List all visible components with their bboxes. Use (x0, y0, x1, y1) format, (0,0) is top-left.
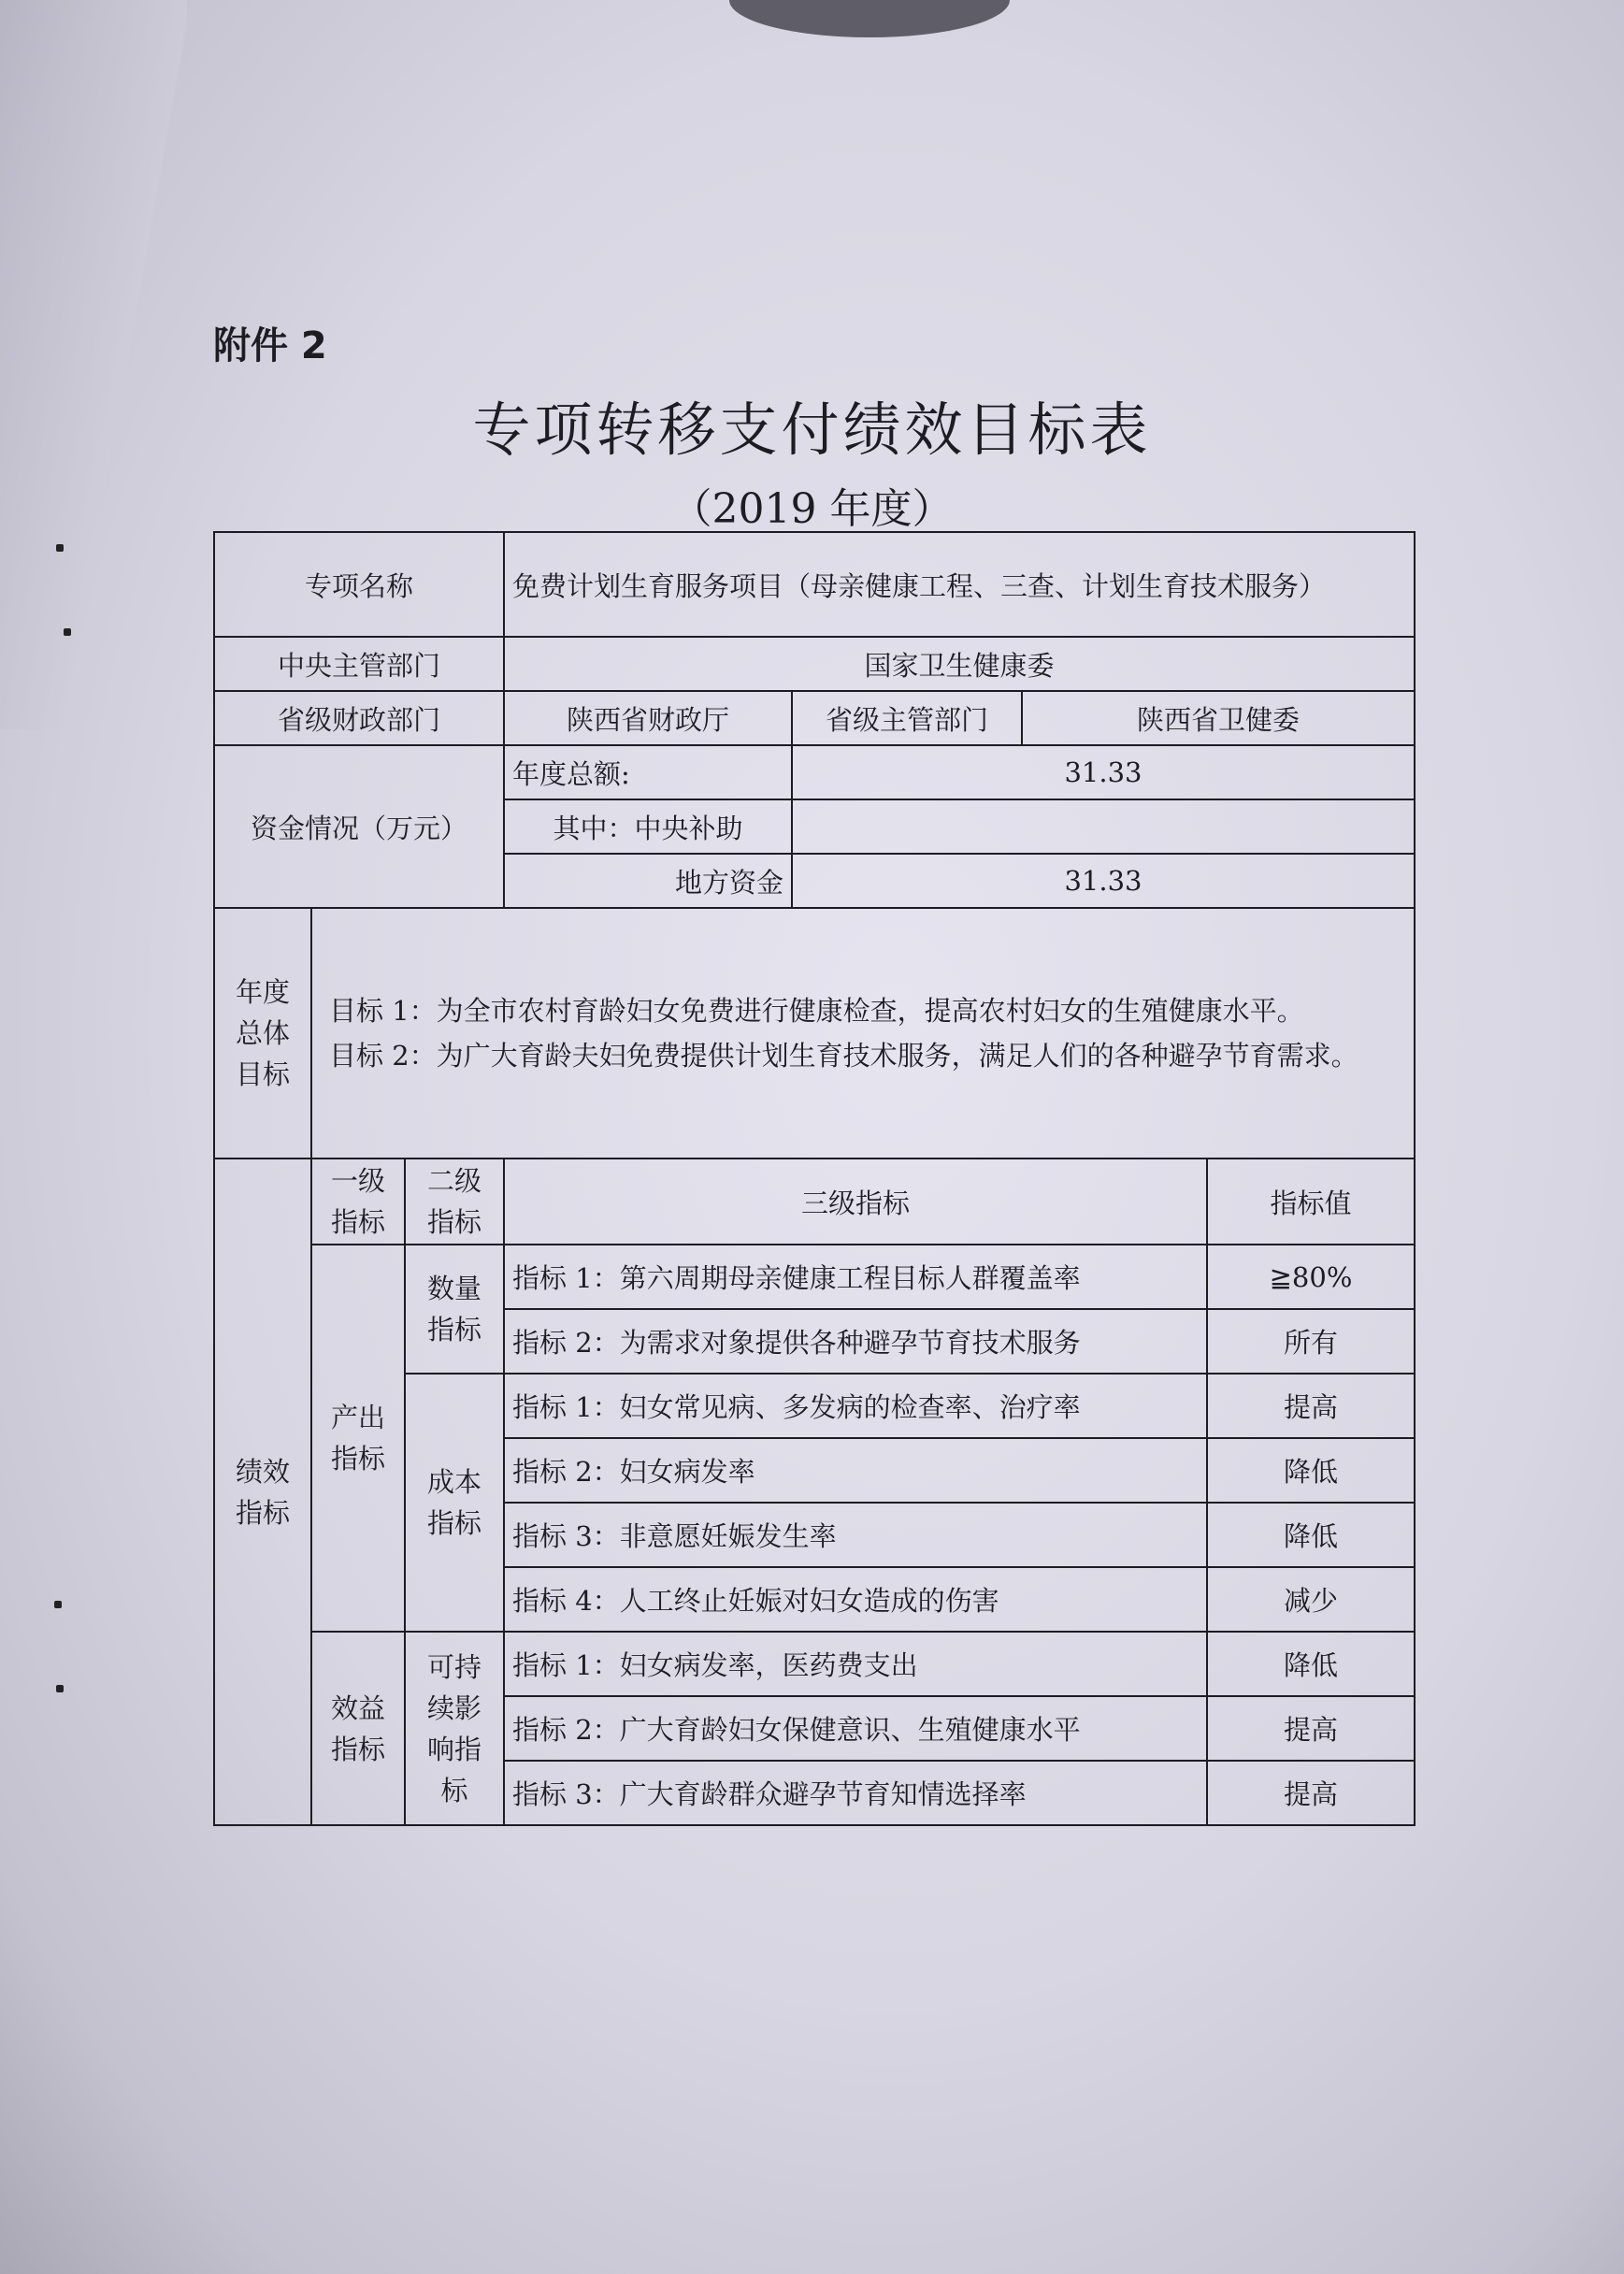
attachment-label: 附件 2 (213, 324, 327, 367)
indicator-value: ≧80% (1207, 1245, 1415, 1309)
indicator-text: 指标 3：广大育龄群众避孕节育知情选择率 (504, 1761, 1207, 1825)
level1-benefit-line: 效益 (330, 1691, 385, 1724)
level2-sustainable-line: 标 (440, 1774, 468, 1806)
header-level2 (405, 1159, 504, 1245)
annual-goal-label-line: 目标 (235, 1058, 290, 1090)
punch-hole (56, 544, 64, 552)
level2-cost-line: 成本 (426, 1466, 481, 1498)
indicator-header-row (214, 1159, 1415, 1245)
indicator-value: 减少 (1207, 1567, 1415, 1632)
indicator-text: 指标 1：第六周期母亲健康工程目标人群覆盖率 (504, 1245, 1207, 1309)
level1-benefit (311, 1632, 405, 1825)
indicator-text: 指标 1：妇女病发率，医药费支出 (504, 1632, 1207, 1696)
level2-quantity-line: 数量 (426, 1273, 481, 1304)
funding-local-label: 地方资金 (504, 854, 792, 908)
punch-hole (56, 1685, 64, 1692)
central-dept-label: 中央主管部门 (214, 637, 504, 691)
indicator-text: 指标 2：为需求对象提供各种避孕节育技术服务 (504, 1309, 1207, 1374)
level2-quantity (405, 1245, 504, 1374)
central-dept-value: 国家卫生健康委 (504, 637, 1415, 691)
indicator-text: 指标 2：广大育龄妇女保健意识、生殖健康水平 (504, 1696, 1207, 1761)
level2-sustainable-line: 可持 (426, 1650, 481, 1683)
indicators-section-label (214, 1159, 311, 1825)
indicator-text: 指标 1：妇女常见病、多发病的检查率、治疗率 (504, 1374, 1207, 1438)
level1-benefit-line: 指标 (330, 1733, 385, 1765)
page-fold-shadow (0, 0, 187, 729)
fiscal-year: （2019 年度） (670, 485, 954, 533)
funding-label: 资金情况（万元） (214, 745, 504, 908)
funding-total-label: 年度总额: (504, 745, 792, 799)
project-label: 专项名称 (214, 532, 504, 637)
funding-total-value: 31.33 (792, 745, 1415, 799)
indicator-text: 指标 4：人工终止妊娠对妇女造成的伤害 (504, 1567, 1207, 1632)
header-value: 指标值 (1207, 1159, 1415, 1245)
annual-goal-content (311, 908, 1415, 1159)
indicators-section-label-line: 指标 (235, 1496, 290, 1529)
funding-local-value: 31.33 (792, 854, 1415, 908)
indicator-value: 提高 (1207, 1696, 1415, 1761)
indicator-value: 降低 (1207, 1438, 1415, 1503)
header-level1-line: 一级 (330, 1165, 385, 1197)
funding-central-value (792, 799, 1415, 854)
level2-sustainable-line: 续影 (426, 1691, 481, 1724)
indicator-row (214, 1245, 1415, 1309)
indicator-value: 降低 (1207, 1632, 1415, 1696)
annual-goal-label (214, 908, 311, 1159)
provincial-dept-value: 陕西省卫健委 (1022, 691, 1415, 745)
level1-output (311, 1245, 405, 1632)
funding-central-label: 其中：中央补助 (504, 799, 792, 854)
goal-1: 目标 1：为全市农村育龄妇女免费进行健康检查，提高农村妇女的生殖健康水平。 (329, 995, 1304, 1027)
indicator-value: 降低 (1207, 1503, 1415, 1567)
annual-goal-row (214, 908, 1415, 1159)
punch-hole (54, 1601, 62, 1608)
indicator-text: 指标 2：妇女病发率 (504, 1438, 1207, 1503)
indicator-row (214, 1632, 1415, 1696)
level2-cost (405, 1374, 504, 1632)
punch-hole (64, 628, 71, 636)
header-level3: 三级指标 (504, 1159, 1207, 1245)
indicator-value: 所有 (1207, 1309, 1415, 1374)
level1-output-line: 产出 (330, 1402, 385, 1433)
level2-sustainable (405, 1632, 504, 1825)
indicator-value: 提高 (1207, 1374, 1415, 1438)
header-level1 (311, 1159, 405, 1245)
central-dept-row (214, 637, 1415, 691)
goal-2: 目标 2：为广大育龄夫妇免费提供计划生育技术服务，满足人们的各种避孕节育需求。 (329, 1040, 1358, 1072)
provincial-dept-label: 省级主管部门 (792, 691, 1022, 745)
level2-quantity-line: 指标 (426, 1314, 481, 1346)
provincial-finance-value: 陕西省财政厅 (504, 691, 792, 745)
header-level2-line: 指标 (426, 1206, 481, 1238)
annual-goal-label-line: 年度 (235, 976, 290, 1008)
provincial-row (214, 691, 1415, 745)
page-title: 专项转移支付绩效目标表 (472, 396, 1152, 464)
indicator-text: 指标 3：非意愿妊娠发生率 (504, 1503, 1207, 1567)
project-value: 免费计划生育服务项目（母亲健康工程、三查、计划生育技术服务） (504, 532, 1415, 637)
level2-sustainable-line: 响指 (426, 1733, 481, 1765)
level2-cost-line: 指标 (426, 1507, 481, 1539)
page-top-shadow (729, 0, 1010, 37)
funding-total-row (214, 745, 1415, 799)
project-row (214, 532, 1415, 637)
indicator-value: 提高 (1207, 1761, 1415, 1825)
annual-goal-label-line: 总体 (235, 1017, 290, 1049)
header-level2-line: 二级 (426, 1165, 481, 1197)
provincial-finance-label: 省级财政部门 (214, 691, 504, 745)
level1-output-line: 指标 (330, 1443, 385, 1475)
performance-goal-table (213, 531, 1416, 1826)
header-level1-line: 指标 (330, 1206, 385, 1238)
indicators-section-label-line: 绩效 (235, 1455, 290, 1488)
